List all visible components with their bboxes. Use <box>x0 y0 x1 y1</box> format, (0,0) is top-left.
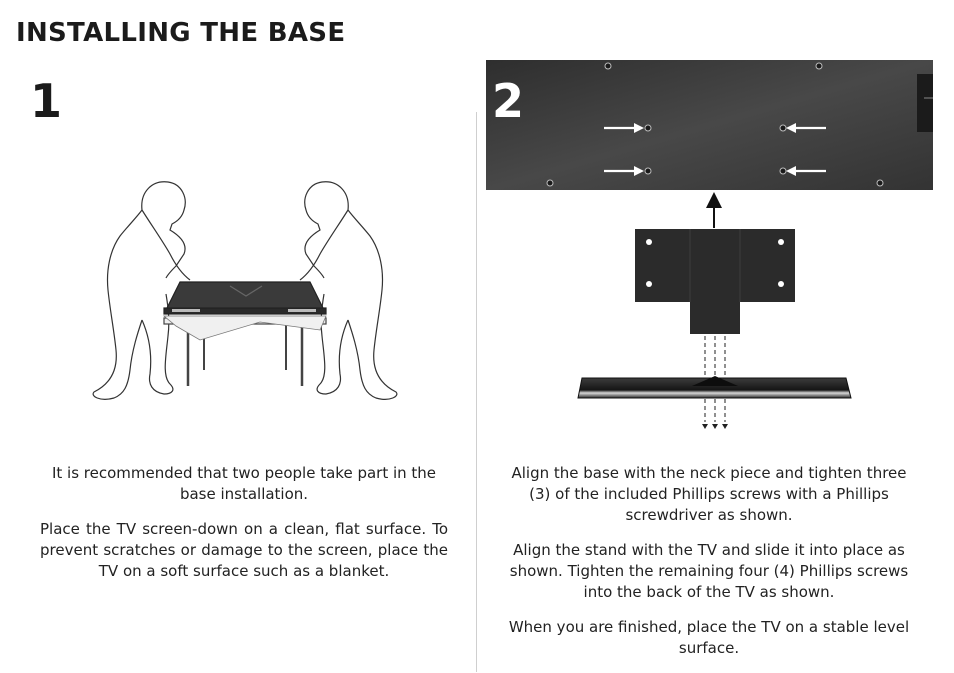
two-people-lifting-tv-illustration <box>80 170 410 410</box>
step-2-number: 2 <box>492 74 525 128</box>
base-assembly-illustration <box>486 60 936 436</box>
tv-back-panel <box>486 60 933 190</box>
page-title: INSTALLING THE BASE <box>16 18 346 48</box>
step-2-paragraph-3: When you are finished, place the TV on a stable level surface. <box>508 618 910 657</box>
step-1-paragraph-2: Place the TV screen-down on a clean, flat surface. To prevent scratches or damage to the screen, place the TV on a soft surface such as a blanket. <box>40 520 448 580</box>
step-2-text <box>500 463 918 673</box>
step-2-paragraph-2: Align the stand with the TV and slide it into place as shown. Tighten the remaining four (4) Phillips screws into the back of the TV as shown. <box>509 541 909 601</box>
step-1-text <box>40 463 448 596</box>
phillips-screws <box>702 424 728 429</box>
slide-up-arrow <box>706 192 722 228</box>
stand-base <box>578 376 851 398</box>
step-1-number: 1 <box>30 74 63 128</box>
tv-face-down-figure <box>164 282 326 314</box>
step-2-paragraph-1: Align the base with the neck piece and tighten three (3) of the included Phillips screws with a Phillips screwdriver as shown. <box>511 464 907 524</box>
tv-side-port <box>917 74 933 132</box>
column-divider <box>476 112 477 672</box>
step-1-paragraph-1: It is recommended that two people take part in the base installation. <box>51 464 437 503</box>
stand-neck-piece <box>635 229 795 334</box>
